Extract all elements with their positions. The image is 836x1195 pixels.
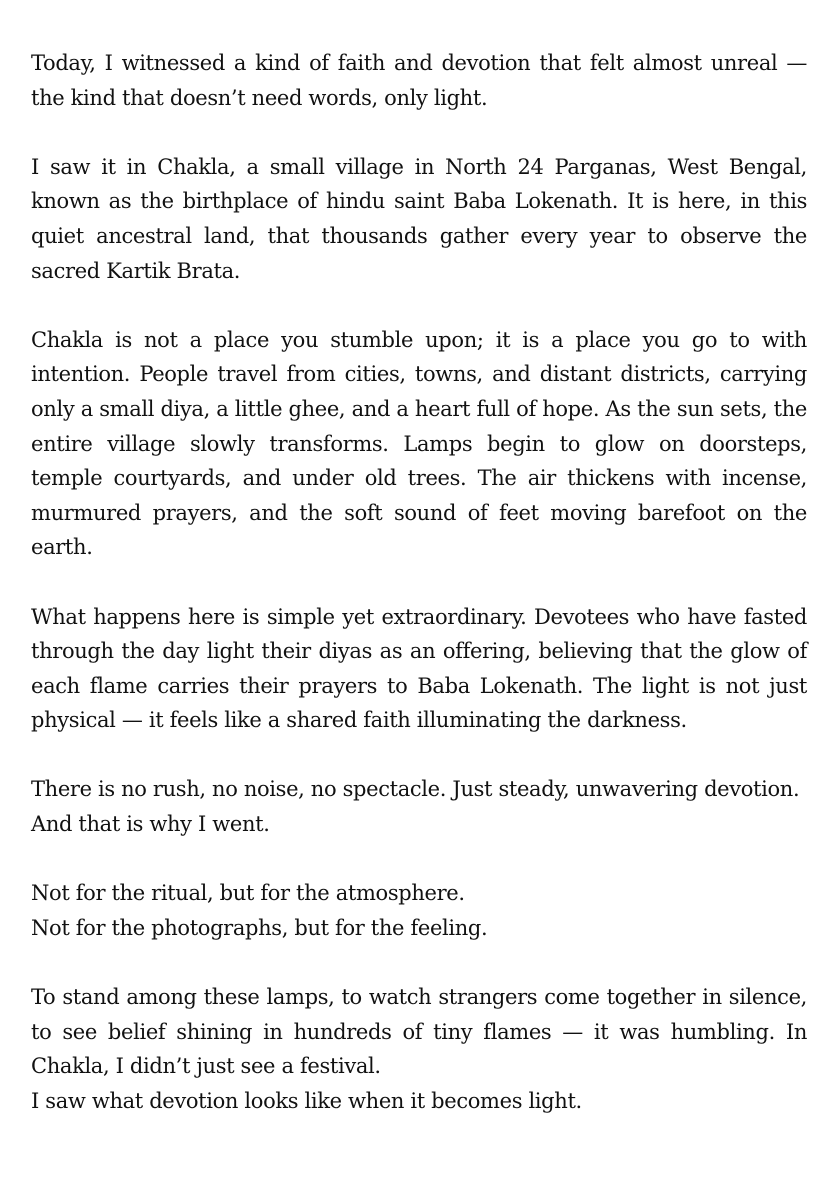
paragraph-line: To stand among these lamps, to watch strangers come together in silence, to see belief shining in hundreds of tiny flames — it was humbling. In Chakla, I didn’t just see a festival. [31, 985, 807, 1079]
paragraph-line: And that is why I went. [31, 812, 270, 837]
paragraph [31, 980, 807, 1118]
paragraph [31, 323, 807, 565]
paragraph [31, 46, 807, 115]
paragraph [31, 150, 807, 288]
paragraph-text: Chakla is not a place you stumble upon; it is a place you go to with intention. People travel from cities, towns, and distant districts, carrying only a small diya, a little ghee, and a heart full of hope. As the sun sets, the entire village slowly transforms. Lamps begin to glow on doorsteps, temple courtyards, and under old trees. The air thickens with incense, murmured prayers, and the soft sound of feet moving barefoot on the earth. [31, 327, 807, 560]
paragraph-text: I saw it in Chakla, a small village in North 24 Parganas, West Bengal, known as the birthplace of hindu saint Baba Lokenath. It is here, in this quiet ancestral land, that thousands gather every year to observe the sacred Kartik Brata. [31, 154, 807, 283]
paragraph [31, 600, 807, 738]
paragraph [31, 772, 807, 841]
paragraph-line: I saw what devotion looks like when it becomes light. [31, 1088, 582, 1113]
document-body [31, 46, 807, 1153]
paragraph-line: Not for the ritual, but for the atmosphere. [31, 881, 465, 906]
paragraph-line: Not for the photographs, but for the feeling. [31, 915, 488, 940]
paragraph-text: What happens here is simple yet extraordinary. Devotees who have fasted through the day light their diyas as an offering, believing that the glow of each flame carries their prayers to Baba Lokenath. The light is not just physical — it feels like a shared faith illuminating the darkness. [31, 604, 807, 733]
paragraph-text: Today, I witnessed a kind of faith and devotion that felt almost unreal — the kind that doesn’t need words, only light. [31, 51, 807, 110]
paragraph-line: There is no rush, no noise, no spectacle. Just steady, unwavering devotion. [31, 777, 800, 802]
paragraph [31, 876, 807, 945]
